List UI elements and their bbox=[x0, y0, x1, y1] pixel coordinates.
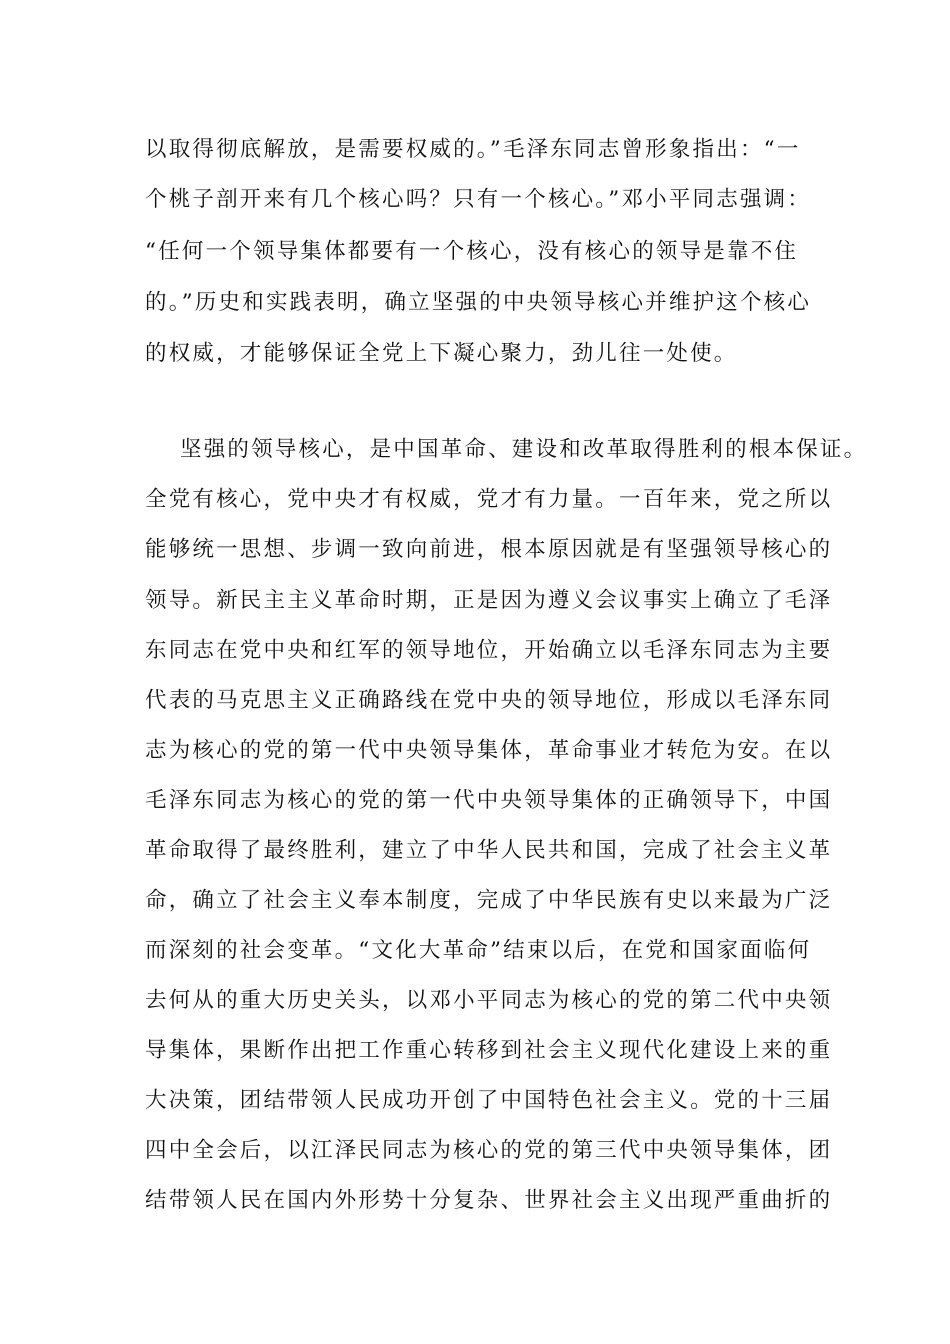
text-line: “任何一个领导集体都要有一个核心，没有核心的领导是靠不住 bbox=[145, 239, 799, 264]
text-line: 以取得彻底解放，是需要权威的。”毛泽东同志曾形象指出：“一 bbox=[145, 137, 801, 162]
text-line: 去何从的重大历史关头，以邓小平同志为核心的党的第二代中央领 bbox=[145, 988, 833, 1013]
text-line: 四中全会后，以江泽民同志为核心的党的第三代中央领导集体，团 bbox=[145, 1138, 833, 1163]
text-line: 代表的马克思主义正确路线在党中央的领导地位，形成以毛泽东同 bbox=[145, 688, 833, 713]
text-line: 命，确立了社会主义奉本制度，完成了中华民族有史以来最为广泛 bbox=[145, 888, 833, 913]
text-line: 导集体，果断作出把工作重心转移到社会主义现代化建设上来的重 bbox=[145, 1038, 833, 1063]
text-line: 毛泽东同志为核心的党的第一代中央领导集体的正确领导下，中国 bbox=[145, 788, 833, 813]
text-line: 全党有核心，党中央才有权威，党才有力量。一百年来，党之所以 bbox=[145, 487, 833, 512]
text-line: 结带领人民在国内外形势十分复杂、世界社会主义出现严重曲折的 bbox=[145, 1188, 833, 1213]
text-line: 坚强的领导核心，是中国革命、建设和改革取得胜利的根本保证。 bbox=[180, 437, 868, 462]
text-line: 大决策，团结带领人民成功开创了中国特色社会主义。党的十三届 bbox=[145, 1088, 833, 1113]
text-line: 的。”历史和实践表明，确立坚强的中央领导核心并维护这个核心 bbox=[145, 290, 812, 315]
text-line: 而深刻的社会变革。“文化大革命”结束以后，在党和国家面临何 bbox=[145, 938, 812, 963]
text-line: 志为核心的党的第一代中央领导集体，革命事业才转危为安。在以 bbox=[145, 738, 833, 763]
text-line: 东同志在党中央和红军的领导地位，开始确立以毛泽东同志为主要 bbox=[145, 638, 833, 663]
text-line: 革命取得了最终胜利，建立了中华人民共和国，完成了社会主义革 bbox=[145, 838, 833, 863]
text-line: 能够统一思想、步调一致向前进，根本原因就是有坚强领导核心的 bbox=[145, 537, 833, 562]
text-line: 领导。新民主主义革命时期，正是因为遵义会议事实上确立了毛泽 bbox=[145, 588, 833, 613]
text-line: 的权威，才能够保证全党上下凝心聚力，劲儿往一处使。 bbox=[145, 341, 738, 366]
text-line: 个桃子剖开来有几个核心吗？只有一个核心。”邓小平同志强调： bbox=[145, 187, 812, 212]
